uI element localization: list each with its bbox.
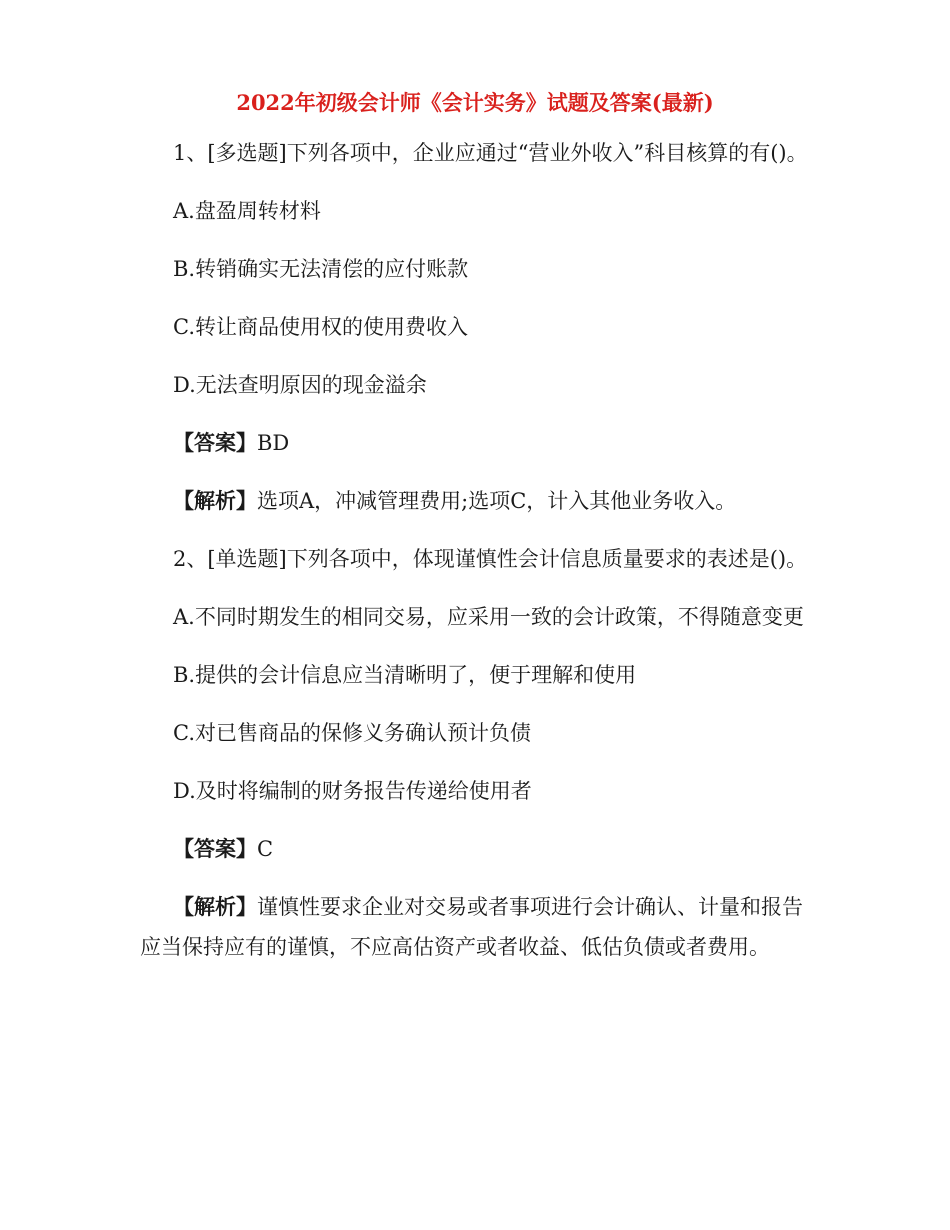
answer-value: BD bbox=[257, 431, 290, 455]
question-2-option-a: A.不同时期发生的相同交易，应采用一致的会计政策，不得随意变更 bbox=[173, 605, 804, 629]
question-2-answer bbox=[140, 829, 812, 869]
analysis-text: 谨慎性要求企业对交易或者事项进行会计确认、计量和报告应当保持应有的谨慎，不应高估资产或者收益、低估负债或者费用。 bbox=[140, 895, 803, 959]
analysis-label: 【解析】 bbox=[173, 488, 257, 513]
question-2-option-b: B.提供的会计信息应当清晰明了，便于理解和使用 bbox=[173, 663, 637, 687]
question-1-option-a: A.盘盈周转材料 bbox=[173, 199, 321, 223]
document-title: 2022年初级会计师《会计实务》试题及答案(最新) bbox=[236, 90, 714, 115]
question-1-analysis bbox=[140, 481, 812, 521]
question-1-stem: 1、[多选题]下列各项中，企业应通过“营业外收入”科目核算的有()。 bbox=[173, 141, 808, 165]
question-1-answer bbox=[140, 423, 812, 463]
question-1-option-d: D.无法查明原因的现金溢余 bbox=[173, 373, 427, 397]
question-2-option-c: C.对已售商品的保修义务确认预计负债 bbox=[173, 721, 531, 745]
document-body bbox=[140, 133, 812, 981]
question-2-option-d: D.及时将编制的财务报告传递给使用者 bbox=[173, 779, 532, 803]
question-1-option-c: C.转让商品使用权的使用费收入 bbox=[173, 315, 468, 339]
analysis-text: 选项A，冲减管理费用;选项C，计入其他业务收入。 bbox=[257, 489, 737, 513]
question-2-stem: 2、[单选题]下列各项中，体现谨慎性会计信息质量要求的表述是()。 bbox=[173, 547, 808, 571]
question-1-option-b: B.转销确实无法清偿的应付账款 bbox=[173, 257, 469, 281]
question-2-analysis bbox=[140, 887, 812, 967]
answer-label: 【答案】 bbox=[173, 836, 257, 861]
answer-value: C bbox=[257, 837, 274, 861]
analysis-label: 【解析】 bbox=[173, 894, 257, 919]
answer-label: 【答案】 bbox=[173, 430, 257, 455]
